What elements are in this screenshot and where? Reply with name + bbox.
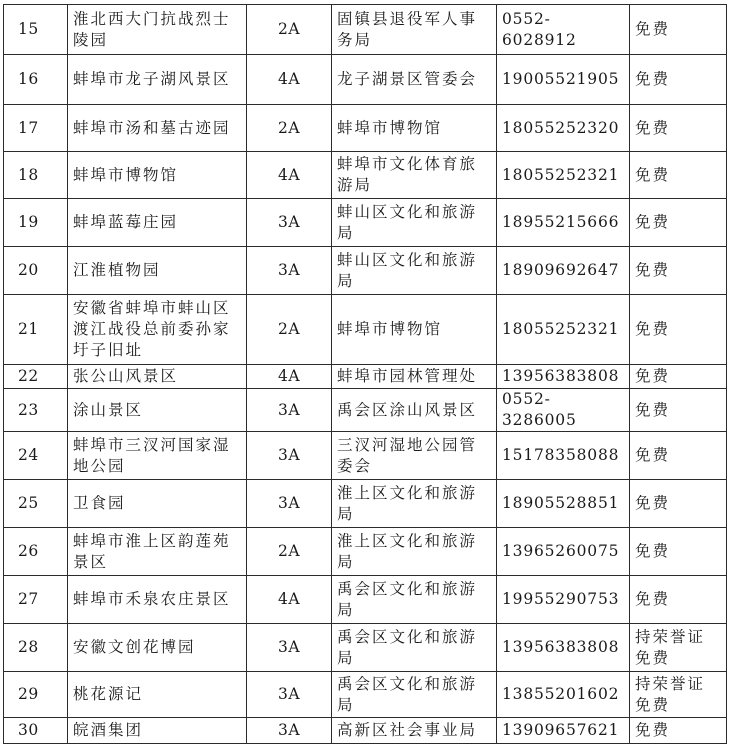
managing-department: 三汊河湿地公园管委会: [332, 432, 497, 480]
grade-level: 3A: [247, 624, 332, 672]
table-body: [4, 5, 727, 744]
fee-policy: 免费: [630, 389, 727, 432]
table-row: [4, 672, 727, 718]
grade-level: 4A: [247, 55, 332, 105]
contact-phone: 18055252321: [497, 295, 630, 365]
fee-policy: 免费: [630, 528, 727, 576]
row-number: 23: [4, 389, 68, 432]
grade-level: 3A: [247, 389, 332, 432]
table-row: [4, 389, 727, 432]
scenic-spot-name: 蚌埠市博物馆: [68, 152, 247, 199]
grade-level: 3A: [247, 672, 332, 718]
scenic-spot-name: 蚌埠市龙子湖风景区: [68, 55, 247, 105]
fee-policy: 免费: [630, 576, 727, 624]
row-number: 15: [4, 5, 68, 55]
row-number: 18: [4, 152, 68, 199]
fee-policy: 免费: [630, 105, 727, 152]
table-row: [4, 55, 727, 105]
scenic-spot-name: 张公山风景区: [68, 365, 247, 389]
grade-level: 3A: [247, 480, 332, 528]
contact-phone: 13965260075: [497, 528, 630, 576]
grade-level: 4A: [247, 576, 332, 624]
fee-policy: 免费: [630, 718, 727, 744]
table-row: [4, 105, 727, 152]
row-number: 16: [4, 55, 68, 105]
scenic-spot-name: 江淮植物园: [68, 247, 247, 295]
grade-level: 2A: [247, 105, 332, 152]
table-row: [4, 718, 727, 744]
scenic-spot-table: [3, 4, 727, 744]
grade-level: 3A: [247, 199, 332, 247]
managing-department: 蚌埠市文化体育旅游局: [332, 152, 497, 199]
managing-department: 蚌山区文化和旅游局: [332, 247, 497, 295]
fee-policy: 免费: [630, 365, 727, 389]
row-number: 24: [4, 432, 68, 480]
table-row: [4, 480, 727, 528]
scenic-spot-name: 蚌埠蓝莓庄园: [68, 199, 247, 247]
row-number: 28: [4, 624, 68, 672]
table-row: [4, 432, 727, 480]
grade-level: 3A: [247, 247, 332, 295]
contact-phone: 0552-6028912: [497, 5, 630, 55]
grade-level: 3A: [247, 432, 332, 480]
scenic-spot-name: 皖酒集团: [68, 718, 247, 744]
table-row: [4, 576, 727, 624]
managing-department: 禹会区文化和旅游局: [332, 672, 497, 718]
grade-level: 2A: [247, 295, 332, 365]
row-number: 17: [4, 105, 68, 152]
fee-policy: 持荣誉证免费: [630, 672, 727, 718]
contact-phone: 0552-3286005: [497, 389, 630, 432]
contact-phone: 18955215666: [497, 199, 630, 247]
contact-phone: 13956383808: [497, 624, 630, 672]
scenic-spot-name: 桃花源记: [68, 672, 247, 718]
managing-department: 蚌埠市园林管理处: [332, 365, 497, 389]
row-number: 22: [4, 365, 68, 389]
scenic-spot-name: 蚌埠市汤和墓古迹园: [68, 105, 247, 152]
contact-phone: 13956383808: [497, 365, 630, 389]
managing-department: 蚌埠市博物馆: [332, 105, 497, 152]
managing-department: 禹会区文化和旅游局: [332, 624, 497, 672]
fee-policy: 免费: [630, 480, 727, 528]
table-row: [4, 365, 727, 389]
fee-policy: 免费: [630, 432, 727, 480]
scenic-spot-name: 蚌埠市禾泉农庄景区: [68, 576, 247, 624]
managing-department: 蚌埠市博物馆: [332, 295, 497, 365]
contact-phone: 19955290753: [497, 576, 630, 624]
grade-level: 4A: [247, 365, 332, 389]
row-number: 30: [4, 718, 68, 744]
contact-phone: 15178358088: [497, 432, 630, 480]
scenic-spot-name: 安徽省蚌埠市蚌山区渡江战役总前委孙家圩子旧址: [68, 295, 247, 365]
contact-phone: 18055252321: [497, 152, 630, 199]
row-number: 20: [4, 247, 68, 295]
fee-policy: 免费: [630, 247, 727, 295]
grade-level: 2A: [247, 528, 332, 576]
fee-policy: 免费: [630, 5, 727, 55]
scenic-spot-name: 卫食园: [68, 480, 247, 528]
fee-policy: 免费: [630, 152, 727, 199]
scenic-spot-name: 安徽文创花博园: [68, 624, 247, 672]
scenic-spot-name: 蚌埠市三汊河国家湿地公园: [68, 432, 247, 480]
row-number: 19: [4, 199, 68, 247]
row-number: 26: [4, 528, 68, 576]
scenic-spot-name: 涂山景区: [68, 389, 247, 432]
contact-phone: 19005521905: [497, 55, 630, 105]
managing-department: 禹会区文化和旅游局: [332, 576, 497, 624]
fee-policy: 免费: [630, 199, 727, 247]
table-row: [4, 247, 727, 295]
fee-policy: 免费: [630, 295, 727, 365]
managing-department: 禹会区涂山风景区: [332, 389, 497, 432]
table-row: [4, 5, 727, 55]
row-number: 29: [4, 672, 68, 718]
contact-phone: 18905528851: [497, 480, 630, 528]
contact-phone: 18055252320: [497, 105, 630, 152]
table-row: [4, 199, 727, 247]
table-row: [4, 528, 727, 576]
grade-level: 3A: [247, 718, 332, 744]
managing-department: 龙子湖景区管委会: [332, 55, 497, 105]
row-number: 25: [4, 480, 68, 528]
contact-phone: 13855201602: [497, 672, 630, 718]
scenic-spot-name: 淮北西大门抗战烈士陵园: [68, 5, 247, 55]
managing-department: 淮上区文化和旅游局: [332, 528, 497, 576]
row-number: 21: [4, 295, 68, 365]
managing-department: 固镇县退役军人事务局: [332, 5, 497, 55]
contact-phone: 18909692647: [497, 247, 630, 295]
table-row: [4, 152, 727, 199]
table-row: [4, 624, 727, 672]
grade-level: 2A: [247, 5, 332, 55]
row-number: 27: [4, 576, 68, 624]
managing-department: 蚌山区文化和旅游局: [332, 199, 497, 247]
scenic-spot-name: 蚌埠市淮上区韵莲苑景区: [68, 528, 247, 576]
managing-department: 淮上区文化和旅游局: [332, 480, 497, 528]
grade-level: 4A: [247, 152, 332, 199]
contact-phone: 13909657621: [497, 718, 630, 744]
fee-policy: 持荣誉证免费: [630, 624, 727, 672]
table-row: [4, 295, 727, 365]
managing-department: 高新区社会事业局: [332, 718, 497, 744]
fee-policy: 免费: [630, 55, 727, 105]
